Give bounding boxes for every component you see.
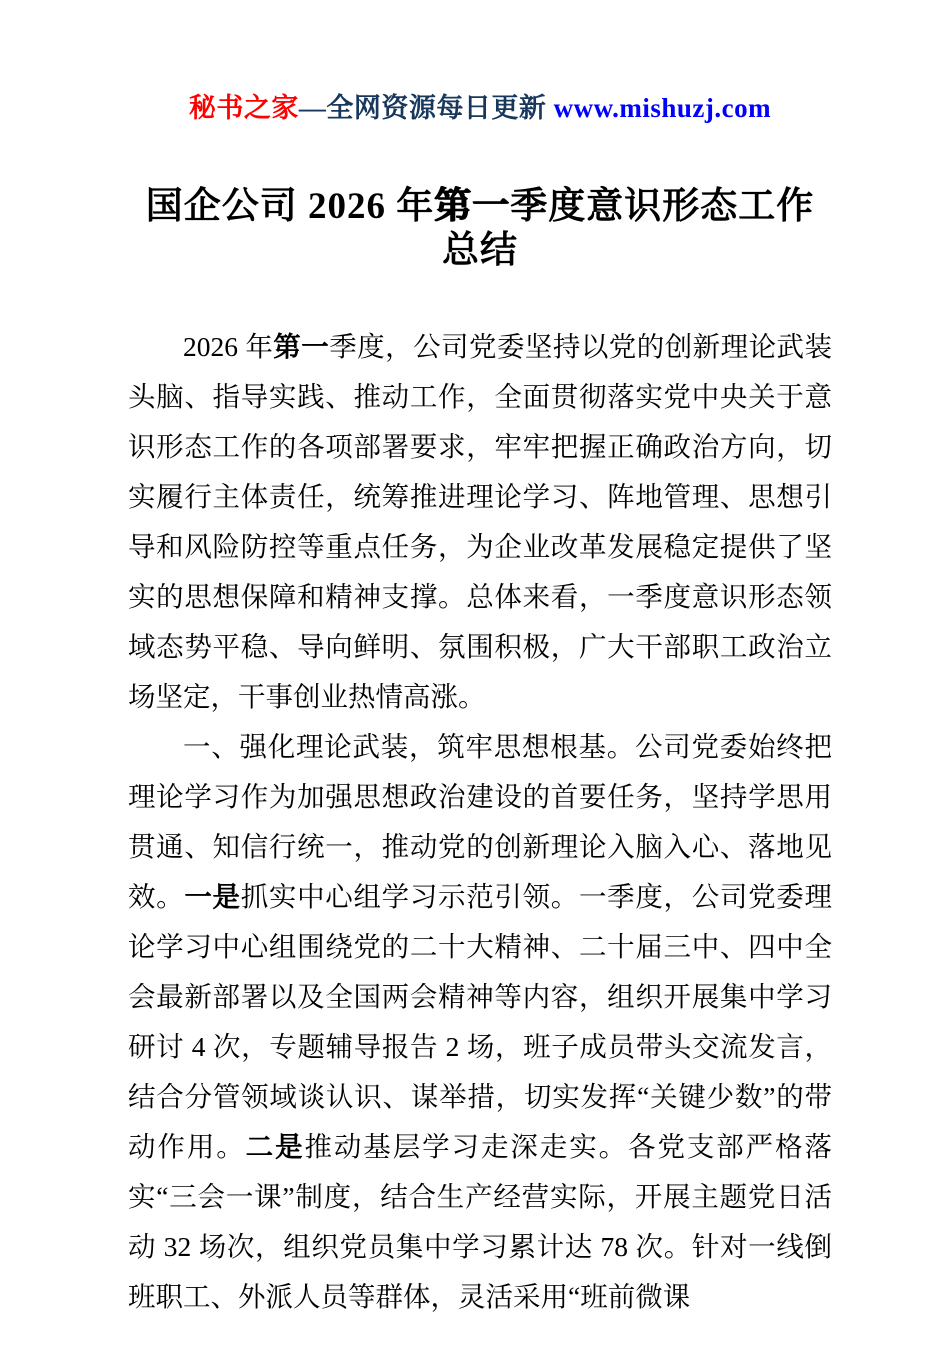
text-segment-bold: 一是	[184, 880, 241, 912]
title-text-post: 季度意识形态工作总结	[442, 186, 815, 272]
site-url-link[interactable]: www.mishuzj.com	[553, 93, 772, 123]
text-segment: 抓实中心组学习示范引领。一季度，公司党委理论学习中心组围绕党的二十大精神、二十届三中、四中全会最新部署以及全国两会精神等内容，组织开展集中学习研讨 4 次，专题辅导报告 2 场，班子成员带头交流发言，结合分管领域谈认识、谋举措，切实发挥“关键少数”的带动作用。	[128, 880, 832, 1162]
site-brand: 秘书之家	[188, 93, 299, 123]
text-segment: 推动基层学习走深走实。各党支部严格落实“三会一课”制度，结合生产经营实际，开展主题党日活动 32 场次，组织党员集中学习累计达 78 次。针对一线倒班职工、外派人员等群体，灵活采用“班前微课	[128, 1130, 833, 1312]
text-segment: 2026 年	[183, 330, 274, 362]
document-body	[128, 322, 832, 1322]
paragraph	[128, 322, 832, 722]
paragraph	[128, 722, 832, 1322]
site-tagline: —全网资源每日更新	[298, 93, 554, 123]
document-title	[128, 185, 832, 274]
text-segment: 季度，公司党委坚持以党的创新理论武装头脑、指导实践、推动工作，全面贯彻落实党中央关于意识形态工作的各项部署要求，牢牢把握正确政治方向，切实履行主体责任，统筹推进理论学习、阵地管理、思想引导和风险防控等重点任务，为企业改革发展稳定提供了坚实的思想保障和精神支撑。总体来看，一季度意识形态领域态势平稳、导向鲜明、氛围积极，广大干部职工政治立场坚定，干事创业热情高涨。	[128, 330, 833, 712]
text-segment-bold: 第一	[273, 330, 330, 362]
text-segment-bold: 二是	[245, 1130, 305, 1162]
title-text-bold: 第一	[434, 186, 511, 227]
text-segment: 一、强化理论武装，筑牢思想根基。公司党委始终把理论学习作为加强思想政治建设的首要任务，坚持学思用贯通、知信行统一，推动党的创新理论入脑入心、落地见效。	[128, 730, 832, 912]
title-text-pre: 国企公司 2026 年	[145, 186, 435, 227]
site-header	[128, 86, 832, 125]
